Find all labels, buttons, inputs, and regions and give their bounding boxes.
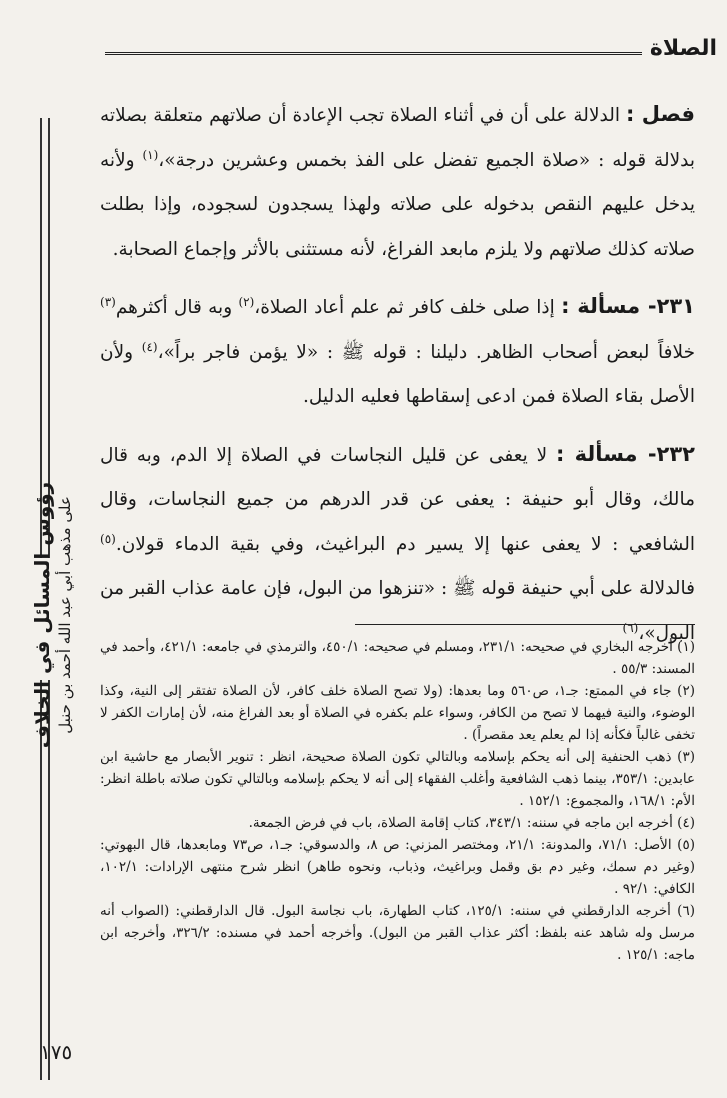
footnote-ref: (٥) <box>100 531 116 546</box>
footnote-ref: (٤) <box>141 339 158 354</box>
paragraph-text: وبه قال أكثرهم <box>115 297 239 318</box>
page-number: ١٧٥ <box>40 1040 73 1064</box>
running-header <box>105 30 717 70</box>
footnotes <box>100 636 695 966</box>
footnote-6: (٦) أخرجه الدارقطني في سننه: ١٢٥/١، كتاب الطهارة، باب نجاسة البول. قال الدارقطني: (الصواب أنه مرسل وله شاهد عنه بلفظ: أكثر عذاب القبر من البول). وأخرجه أحمد في مسنده: ٣٢٦/٢، وأخرجه ابن ماجه: ١٢٥/١ . <box>100 903 696 963</box>
footnote-ref: (١) <box>142 147 159 162</box>
footnote-3: (٣) ذهب الحنفية إلى أنه يحكم بإسلامه وبالتالي تكون الصلاة صحيحة، انظر : تنوير الأبصار مع حاشية ابن عابدين: ٣٥٣/١، بينما ذهب الشافعية وأغلب الفقهاء إلى أنه لا يحكم بإسلامه وبالتالي تكون صلاته باطلة انظر: الأم: ١٦٨/١، والمجموع: ١٥٢/١ . <box>100 749 695 809</box>
side-book-title <box>30 482 74 748</box>
paragraph-text: ولأنه يدخل عليهم النقص بدخوله على صلاته ولهذا يسجدون لسجوده، وإذا بطلت صلاته كذلك صلاتهم ولا يلزم مابعد الفراغ، لأنه مستثنى بالأثر وإجماع الصحابة. <box>100 149 695 260</box>
paragraph-lead: فصل : <box>625 102 695 126</box>
footnote-2: (٢) جاء في الممتع: جـ١، ص٥٦٠ وما بعدها: (ولا تصح الصلاة خلف كافر، لأن الصلاة تفتقر إلى النية، وكذا الوضوء، والنية فيهما لا تصح من الكافر، وسواء علم بكفره في الصلاة أو بعد الفراغ منه، لأن إمارات الكفر لا تخفى غالباً فكأنه إذا لم يعلم يعد مقصراً) . <box>100 683 695 743</box>
paragraph-fasl <box>100 92 695 272</box>
footnote-ref: (٦) <box>622 620 639 635</box>
footnote-rule <box>355 624 695 625</box>
paragraph-lead: ٢٣٢- مسألة : <box>556 441 695 466</box>
paragraph-lead: ٢٣١- مسألة : <box>561 294 695 318</box>
paragraph-text: ولأن الأصل بقاء الصلاة فمن ادعى إسقاطها فعليه الدليل. <box>100 341 695 407</box>
paragraph-text: لا يعفى عن قليل النجاسات في الصلاة إلا الدم، وبه قال مالك، وقال أبو حنيفة : يعفى عن قدر الدرهم من جميع النجاسات، وقال الشافعي : لا يعفى عنها إلا يسير دم البراغيث، وفي بقية الدماء قولان. <box>100 444 695 555</box>
footnote-1: (١) أخرجه البخاري في صحيحه: ٢٣١/١، ومسلم في صحيحه: ٤٥٠/١، والترمذي في جامعه: ٤٢١/١، وأحمد في المسند: ٥٥/٣ . <box>100 639 695 677</box>
footnote-5: (٥) الأصل: ٧١/١، والمدونة: ٢١/١، ومختصر المزني: ص ٨، والدسوقي: جـ١، ص٧٣ ومابعدها، قال البهوتي: (وغير دم سمك، وغير دم بق وقمل وبراغيث، وذباب، ونحوه طاهر) انظر شرح منتهى الإرادات: ١٠٢/١، الكافي: ٩٢/١ . <box>100 837 695 897</box>
main-text <box>100 92 695 668</box>
side-subtitle: على مذهب أبي عبد الله أحمد بن حنبل <box>56 496 74 734</box>
paragraph-text: إذا صلى خلف كافر ثم علم أعاد الصلاة، <box>254 297 562 318</box>
header-rule <box>105 52 717 55</box>
header-title: الصلاة <box>642 36 717 61</box>
footnote-4: (٤) أخرجه ابن ماجه في سننه: ٣٤٣/١، كتاب إقامة الصلاة، باب في فرض الجمعة. <box>248 815 695 831</box>
side-title: رؤوس المسائل في الخلاف <box>30 481 54 749</box>
paragraph-text: فالدلالة على أبي حنيفة قوله ﷺ : «تنزهوا من البول، فإن عامة عذاب القبر من البول»، <box>100 578 695 644</box>
paragraph-issue-232 <box>100 432 695 657</box>
footnote-ref: (٢) <box>238 294 255 309</box>
footnote-ref: (٣) <box>100 294 116 309</box>
paragraph-text: خلافاً لبعض أصحاب الظاهر. دليلنا : قوله ﷺ : «لا يؤمن فاجر براً»، <box>157 341 695 363</box>
paragraph-issue-231 <box>100 284 695 420</box>
paragraph-text: الدلالة على أن في أثناء الصلاة تجب الإعادة أن صلاتهم متعلقة بصلاته بدلالة قوله : «صلاة الجميع تفضل على الفذ بخمس وعشرين درجة»، <box>100 105 696 171</box>
